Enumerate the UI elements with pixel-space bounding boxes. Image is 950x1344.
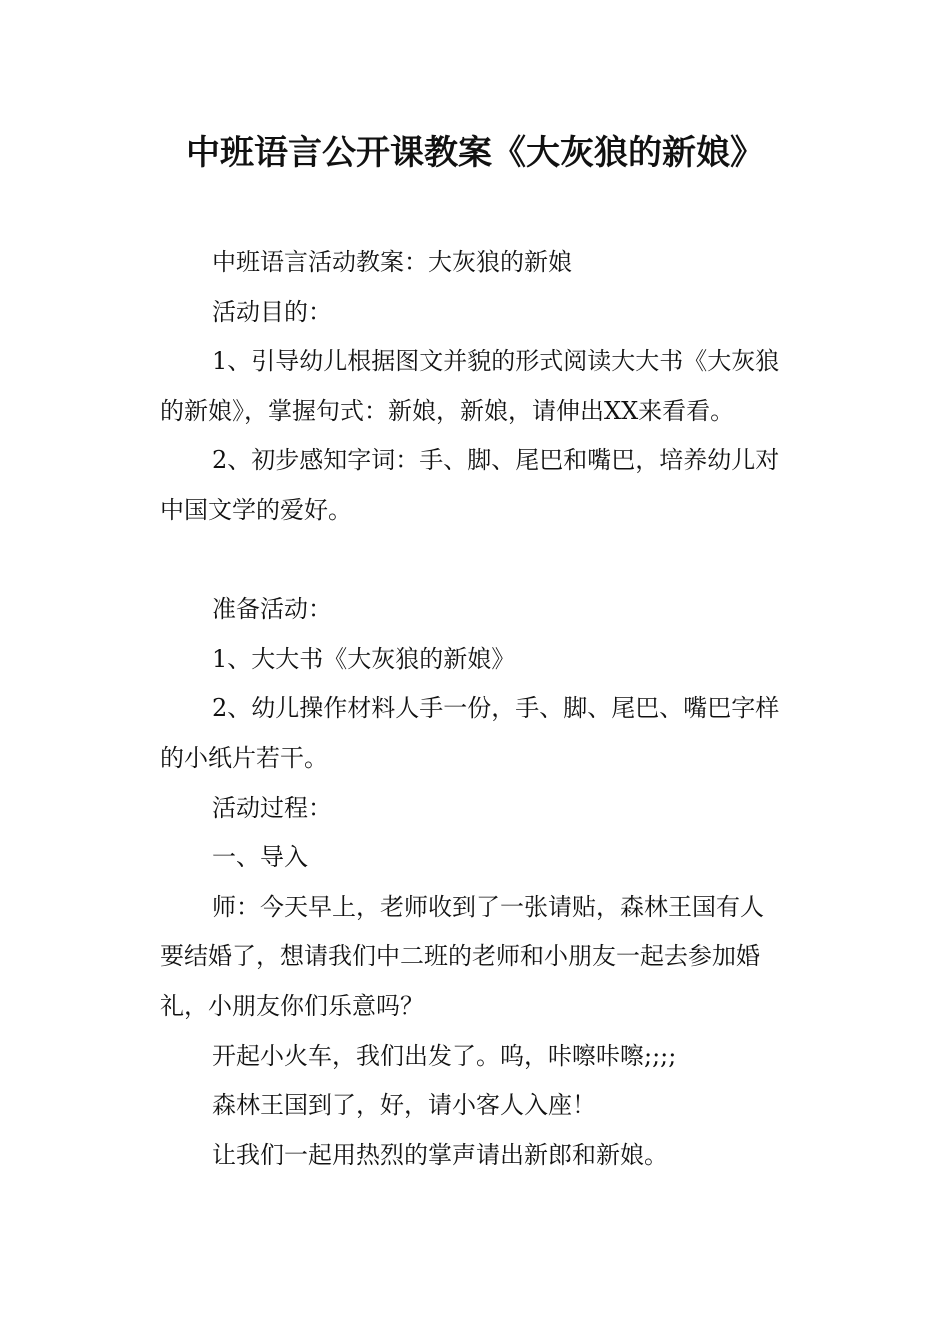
paragraph-goals-label: 活动目的：: [212, 297, 332, 326]
paragraph-heading: 中班语言活动教案：大灰狼的新娘: [212, 248, 572, 276]
document-body: [160, 238, 800, 1180]
paragraph-goal-2: 2、初步感知字词：手、脚、尾巴和嘴巴，培养幼儿对中国文学的爱好。: [160, 446, 780, 524]
paragraph-prep-label: 准备活动：: [212, 595, 332, 624]
paragraph-train: 开起小火车，我们出发了。呜，咔嚓咔嚓;;;;: [212, 1041, 677, 1070]
blank-line: [160, 536, 800, 586]
paragraph-process-label: 活动过程：: [212, 793, 332, 822]
paragraph-arrival: 森林王国到了，好，请小客人入座！: [212, 1091, 596, 1120]
document-title: 中班语言公开课教案《大灰狼的新娘》: [186, 133, 764, 173]
paragraph-prep-2: 2、幼儿操作材料人手一份，手、脚、尾巴、嘴巴字样的小纸片若干。: [160, 694, 780, 772]
paragraph-goal-1: 1、引导幼儿根据图文并貌的形式阅读大大书《大灰狼的新娘》，掌握句式：新娘，新娘，请伸出XX来看看。: [160, 347, 780, 425]
paragraph-prep-1: 1、大大书《大灰狼的新娘》: [212, 644, 516, 673]
paragraph-applause: 让我们一起用热烈的掌声请出新郎和新娘。: [212, 1140, 668, 1169]
paragraph-intro-label: 一、导入: [212, 843, 308, 872]
paragraph-teacher-speech: 师：今天早上，老师收到了一张请贴，森林王国有人要结婚了，想请我们中二班的老师和小朋友一起去参加婚礼，小朋友你们乐意吗？: [160, 892, 764, 1020]
